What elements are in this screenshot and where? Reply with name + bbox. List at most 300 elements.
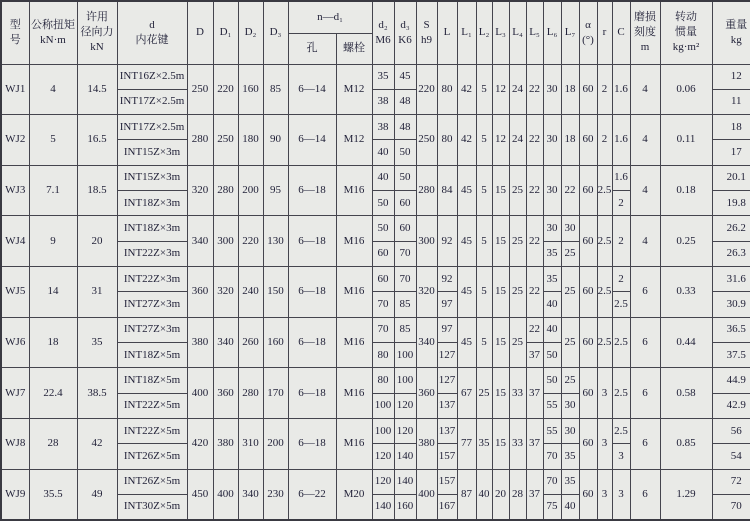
cell-d3: 100 <box>394 343 416 368</box>
cell-L5: 37 <box>526 343 543 368</box>
cell-d2: 120 <box>372 444 394 469</box>
cell-d3: 140 <box>394 469 416 494</box>
cell-D1: 250 <box>213 115 238 166</box>
cell-d2: 50 <box>372 216 394 241</box>
cell-S: 400 <box>416 469 437 520</box>
cell-bolt: M16 <box>336 368 372 419</box>
cell-D1: 280 <box>213 165 238 216</box>
cell-r: 2 <box>597 64 612 115</box>
cell-L: 127 <box>437 343 457 368</box>
cell-d3: 45 <box>394 64 416 89</box>
cell-d2: 80 <box>372 368 394 393</box>
header-text: d <box>149 18 155 31</box>
cell-model: WJ1 <box>1 64 29 115</box>
cell-r: 2.5 <box>597 267 612 318</box>
cell-D1: 340 <box>213 317 238 368</box>
header-text: (°) <box>582 33 594 46</box>
cell-spline: INT17Z×2.5m <box>117 89 187 114</box>
cell-weight: 70 <box>712 495 750 520</box>
cell-spline: INT30Z×5m <box>117 495 187 520</box>
cell-C: 1.6 <box>612 64 630 115</box>
cell-D: 360 <box>187 267 213 318</box>
cell-L1: 87 <box>457 469 476 520</box>
cell-L6: 30 <box>543 64 561 115</box>
cell-d3: 120 <box>394 393 416 418</box>
cell-wear: 4 <box>630 115 660 166</box>
cell-torque: 7.1 <box>29 165 77 216</box>
header-text: d₂ <box>378 18 388 31</box>
cell-L6: 30 <box>543 216 561 241</box>
col-header-D: D <box>187 1 213 64</box>
cell-weight: 36.5 <box>712 317 750 342</box>
cell-L7: 18 <box>561 115 579 166</box>
col-header-D2: D₂ <box>238 1 263 64</box>
cell-L6: 30 <box>543 165 561 216</box>
cell-d2: 35 <box>372 64 394 89</box>
cell-inertia: 0.85 <box>660 419 712 470</box>
cell-S: 340 <box>416 317 437 368</box>
cell-d2: 40 <box>372 140 394 165</box>
cell-weight: 37.5 <box>712 343 750 368</box>
cell-L3: 12 <box>492 115 509 166</box>
cell-D2: 280 <box>238 368 263 419</box>
cell-D: 380 <box>187 317 213 368</box>
col-header-S <box>416 1 437 64</box>
cell-L3: 15 <box>492 368 509 419</box>
cell-L3: 12 <box>492 64 509 115</box>
cell-d2: 100 <box>372 419 394 444</box>
cell-torque: 9 <box>29 216 77 267</box>
cell-L6: 50 <box>543 343 561 368</box>
cell-alpha: 60 <box>579 64 597 115</box>
cell-L2: 5 <box>476 165 492 216</box>
cell-wear: 6 <box>630 419 660 470</box>
cell-L2: 5 <box>476 216 492 267</box>
cell-wear: 6 <box>630 368 660 419</box>
cell-d2: 70 <box>372 317 394 342</box>
cell-wear: 6 <box>630 317 660 368</box>
cell-inertia: 0.44 <box>660 317 712 368</box>
cell-d3: 48 <box>394 115 416 140</box>
cell-spline: INT26Z×5m <box>117 444 187 469</box>
header-text: K6 <box>398 33 412 46</box>
cell-L5: 22 <box>526 317 543 342</box>
header-text: d₃ <box>400 18 410 31</box>
cell-D3: 230 <box>263 469 288 520</box>
cell-C: 2.5 <box>612 317 630 368</box>
cell-bolt: M12 <box>336 115 372 166</box>
col-header-spline <box>117 1 187 64</box>
cell-D3: 95 <box>263 165 288 216</box>
cell-L5: 22 <box>526 165 543 216</box>
cell-L2: 5 <box>476 267 492 318</box>
cell-L: 157 <box>437 469 457 494</box>
cell-d3: 70 <box>394 241 416 266</box>
cell-L6: 55 <box>543 419 561 444</box>
cell-D1: 360 <box>213 368 238 419</box>
col-header-model <box>1 1 29 64</box>
cell-L: 167 <box>437 495 457 520</box>
header-text: kN <box>90 41 104 54</box>
col-header-alpha <box>579 1 597 64</box>
cell-d2: 100 <box>372 393 394 418</box>
cell-L1: 42 <box>457 64 476 115</box>
cell-bolt: M12 <box>336 64 372 115</box>
header-text: 惯量 <box>675 26 697 39</box>
cell-L6: 35 <box>543 267 561 292</box>
cell-spline: INT15Z×3m <box>117 140 187 165</box>
cell-model: WJ2 <box>1 115 29 166</box>
cell-spline: INT17Z×2.5m <box>117 115 187 140</box>
cell-spline: INT15Z×3m <box>117 165 187 190</box>
cell-model: WJ6 <box>1 317 29 368</box>
cell-C: 2 <box>612 216 630 267</box>
cell-inertia: 0.58 <box>660 368 712 419</box>
cell-L3: 15 <box>492 267 509 318</box>
cell-r: 3 <box>597 469 612 520</box>
header-text: kg·m² <box>672 41 700 54</box>
col-header-torque <box>29 1 77 64</box>
cell-inertia: 0.06 <box>660 64 712 115</box>
cell-r: 2 <box>597 115 612 166</box>
cell-bolt: M16 <box>336 216 372 267</box>
table-row <box>1 419 750 444</box>
cell-L2: 40 <box>476 469 492 520</box>
cell-L: 80 <box>437 115 457 166</box>
header-text: 径向力 <box>80 26 114 39</box>
table-row <box>1 469 750 494</box>
cell-radial: 16.5 <box>77 115 117 166</box>
cell-spline: INT18Z×3m <box>117 191 187 216</box>
cell-D3: 150 <box>263 267 288 318</box>
header-text: S <box>423 18 430 31</box>
cell-alpha: 60 <box>579 317 597 368</box>
col-header-wear-scale <box>630 1 660 64</box>
header-text: h9 <box>421 33 432 46</box>
cell-L4: 33 <box>509 419 526 470</box>
cell-spline: INT22Z×3m <box>117 241 187 266</box>
cell-bolt: M16 <box>336 267 372 318</box>
header-text: 型 <box>9 18 21 31</box>
cell-r: 2.5 <box>597 317 612 368</box>
cell-d2: 38 <box>372 115 394 140</box>
cell-r: 2.5 <box>597 216 612 267</box>
cell-L: 80 <box>437 64 457 115</box>
table-row <box>1 165 750 190</box>
cell-weight: 11 <box>712 89 750 114</box>
cell-D3: 90 <box>263 115 288 166</box>
cell-L4: 33 <box>509 368 526 419</box>
cell-bolt: M16 <box>336 419 372 470</box>
cell-C: 2.5 <box>612 419 630 444</box>
table-body <box>1 64 750 520</box>
cell-spline: INT18Z×5m <box>117 368 187 393</box>
cell-L5: 37 <box>526 419 543 470</box>
cell-spline: INT22Z×5m <box>117 419 187 444</box>
cell-hole: 6—18 <box>288 419 336 470</box>
header-text: α <box>585 18 591 31</box>
col-header-L3: L₃ <box>492 1 509 64</box>
cell-D: 250 <box>187 64 213 115</box>
cell-hole: 6—18 <box>288 267 336 318</box>
col-header-weight <box>712 1 750 64</box>
cell-d3: 60 <box>394 191 416 216</box>
cell-C: 2 <box>612 267 630 292</box>
cell-C: 2.5 <box>612 368 630 419</box>
cell-L5: 22 <box>526 267 543 318</box>
cell-torque: 14 <box>29 267 77 318</box>
col-header-L: L <box>437 1 457 64</box>
cell-wear: 6 <box>630 469 660 520</box>
cell-D2: 260 <box>238 317 263 368</box>
table-row <box>1 115 750 140</box>
cell-hole: 6—14 <box>288 115 336 166</box>
cell-alpha: 60 <box>579 368 597 419</box>
cell-L6: 70 <box>543 444 561 469</box>
col-header-D3: D₃ <box>263 1 288 64</box>
cell-L4: 25 <box>509 317 526 368</box>
cell-S: 320 <box>416 267 437 318</box>
cell-weight: 19.8 <box>712 191 750 216</box>
cell-d2: 38 <box>372 89 394 114</box>
col-header-L7: L₇ <box>561 1 579 64</box>
cell-L1: 45 <box>457 216 476 267</box>
cell-alpha: 60 <box>579 165 597 216</box>
cell-alpha: 60 <box>579 267 597 318</box>
cell-L4: 25 <box>509 267 526 318</box>
cell-r: 3 <box>597 419 612 470</box>
cell-L7: 40 <box>561 495 579 520</box>
cell-L7: 25 <box>561 241 579 266</box>
cell-L6: 70 <box>543 469 561 494</box>
cell-L5: 22 <box>526 64 543 115</box>
col-header-L6: L₆ <box>543 1 561 64</box>
header-text: 许用 <box>86 11 108 24</box>
cell-inertia: 0.25 <box>660 216 712 267</box>
cell-L2: 35 <box>476 419 492 470</box>
cell-hole: 6—14 <box>288 64 336 115</box>
cell-L1: 67 <box>457 368 476 419</box>
cell-r: 3 <box>597 368 612 419</box>
cell-S: 300 <box>416 216 437 267</box>
cell-L6: 40 <box>543 292 561 317</box>
cell-L4: 24 <box>509 64 526 115</box>
cell-d2: 40 <box>372 165 394 190</box>
cell-D3: 200 <box>263 419 288 470</box>
header-text: 内花键 <box>135 33 169 46</box>
cell-L5: 22 <box>526 115 543 166</box>
cell-D2: 200 <box>238 165 263 216</box>
cell-d2: 140 <box>372 495 394 520</box>
cell-radial: 20 <box>77 216 117 267</box>
col-header-hole: 孔 <box>288 33 336 64</box>
cell-d2: 50 <box>372 191 394 216</box>
cell-L6: 35 <box>543 241 561 266</box>
cell-torque: 4 <box>29 64 77 115</box>
cell-torque: 22.4 <box>29 368 77 419</box>
cell-D1: 220 <box>213 64 238 115</box>
cell-C: 1.6 <box>612 115 630 166</box>
cell-L6: 55 <box>543 393 561 418</box>
cell-d2: 60 <box>372 267 394 292</box>
cell-radial: 14.5 <box>77 64 117 115</box>
cell-L6: 30 <box>543 115 561 166</box>
cell-wear: 4 <box>630 216 660 267</box>
cell-S: 250 <box>416 115 437 166</box>
header-text: 重量 <box>725 18 748 31</box>
cell-L: 97 <box>437 317 457 342</box>
cell-L3: 15 <box>492 216 509 267</box>
cell-d3: 48 <box>394 89 416 114</box>
cell-L7: 22 <box>561 165 579 216</box>
cell-L1: 45 <box>457 317 476 368</box>
cell-d2: 80 <box>372 343 394 368</box>
col-header-d2 <box>372 1 394 64</box>
cell-model: WJ8 <box>1 419 29 470</box>
cell-D2: 220 <box>238 216 263 267</box>
cell-L4: 25 <box>509 216 526 267</box>
cell-L4: 25 <box>509 165 526 216</box>
cell-torque: 28 <box>29 419 77 470</box>
cell-radial: 49 <box>77 469 117 520</box>
table-row <box>1 64 750 89</box>
cell-model: WJ4 <box>1 216 29 267</box>
col-header-radial-force <box>77 1 117 64</box>
cell-alpha: 60 <box>579 469 597 520</box>
cell-model: WJ5 <box>1 267 29 318</box>
cell-L7: 35 <box>561 444 579 469</box>
table-row <box>1 368 750 393</box>
cell-L7: 25 <box>561 317 579 368</box>
cell-D: 420 <box>187 419 213 470</box>
cell-alpha: 60 <box>579 419 597 470</box>
cell-L3: 15 <box>492 419 509 470</box>
cell-D3: 170 <box>263 368 288 419</box>
cell-S: 360 <box>416 368 437 419</box>
cell-spline: INT18Z×3m <box>117 216 187 241</box>
col-header-L2: L₂ <box>476 1 492 64</box>
cell-spline: INT18Z×5m <box>117 343 187 368</box>
cell-L7: 25 <box>561 267 579 318</box>
cell-spline: INT26Z×5m <box>117 469 187 494</box>
cell-d2: 70 <box>372 292 394 317</box>
cell-spline: INT22Z×3m <box>117 267 187 292</box>
cell-d3: 140 <box>394 444 416 469</box>
cell-D2: 340 <box>238 469 263 520</box>
cell-alpha: 60 <box>579 115 597 166</box>
col-header-inertia <box>660 1 712 64</box>
cell-weight: 72 <box>712 469 750 494</box>
table-row <box>1 216 750 241</box>
header-text: 公称扭矩 <box>31 18 75 31</box>
cell-d3: 50 <box>394 165 416 190</box>
cell-weight: 20.1 <box>712 165 750 190</box>
cell-wear: 6 <box>630 267 660 318</box>
cell-C: 2 <box>612 191 630 216</box>
cell-weight: 26.2 <box>712 216 750 241</box>
header-text: kN·m <box>40 33 66 46</box>
col-header-C: C <box>612 1 630 64</box>
cell-inertia: 0.18 <box>660 165 712 216</box>
cell-D1: 380 <box>213 419 238 470</box>
cell-hole: 6—18 <box>288 317 336 368</box>
cell-radial: 31 <box>77 267 117 318</box>
cell-inertia: 0.33 <box>660 267 712 318</box>
cell-d3: 60 <box>394 216 416 241</box>
col-header-L5: L₅ <box>526 1 543 64</box>
col-header-r: r <box>597 1 612 64</box>
cell-L7: 18 <box>561 64 579 115</box>
header-text: m <box>640 41 650 54</box>
cell-D2: 310 <box>238 419 263 470</box>
cell-L6: 50 <box>543 368 561 393</box>
cell-spline: INT27Z×3m <box>117 292 187 317</box>
cell-d3: 100 <box>394 368 416 393</box>
cell-d2: 60 <box>372 241 394 266</box>
cell-bolt: M20 <box>336 469 372 520</box>
cell-C: 1.6 <box>612 165 630 190</box>
cell-D3: 130 <box>263 216 288 267</box>
cell-L: 92 <box>437 267 457 292</box>
cell-bolt: M16 <box>336 317 372 368</box>
table-row <box>1 267 750 292</box>
header-text: 刻度 <box>634 26 656 39</box>
cell-D: 320 <box>187 165 213 216</box>
cell-d2: 120 <box>372 469 394 494</box>
cell-D3: 85 <box>263 64 288 115</box>
cell-S: 380 <box>416 419 437 470</box>
cell-L4: 28 <box>509 469 526 520</box>
cell-L2: 5 <box>476 64 492 115</box>
col-header-D1: D₁ <box>213 1 238 64</box>
cell-D2: 160 <box>238 64 263 115</box>
cell-radial: 42 <box>77 419 117 470</box>
cell-L: 137 <box>437 419 457 444</box>
cell-D: 450 <box>187 469 213 520</box>
cell-weight: 54 <box>712 444 750 469</box>
cell-weight: 30.9 <box>712 292 750 317</box>
cell-weight: 44.9 <box>712 368 750 393</box>
header-text: M6 <box>375 33 391 46</box>
cell-D1: 300 <box>213 216 238 267</box>
cell-L1: 42 <box>457 115 476 166</box>
cell-L2: 5 <box>476 317 492 368</box>
cell-L: 157 <box>437 444 457 469</box>
cell-weight: 42.9 <box>712 393 750 418</box>
cell-wear: 4 <box>630 165 660 216</box>
col-header-d3 <box>394 1 416 64</box>
cell-D: 400 <box>187 368 213 419</box>
cell-L2: 25 <box>476 368 492 419</box>
cell-inertia: 1.29 <box>660 469 712 520</box>
cell-L: 92 <box>437 216 457 267</box>
cell-hole: 6—18 <box>288 165 336 216</box>
cell-D2: 180 <box>238 115 263 166</box>
cell-L5: 37 <box>526 469 543 520</box>
cell-spline: INT16Z×2.5m <box>117 64 187 89</box>
cell-L7: 30 <box>561 393 579 418</box>
cell-L: 97 <box>437 292 457 317</box>
cell-L3: 15 <box>492 165 509 216</box>
cell-weight: 31.6 <box>712 267 750 292</box>
table-row <box>1 317 750 342</box>
cell-L1: 77 <box>457 419 476 470</box>
cell-L7: 30 <box>561 216 579 241</box>
cell-alpha: 60 <box>579 216 597 267</box>
cell-C: 3 <box>612 444 630 469</box>
cell-L6: 40 <box>543 317 561 342</box>
header-text: kg <box>730 33 742 46</box>
